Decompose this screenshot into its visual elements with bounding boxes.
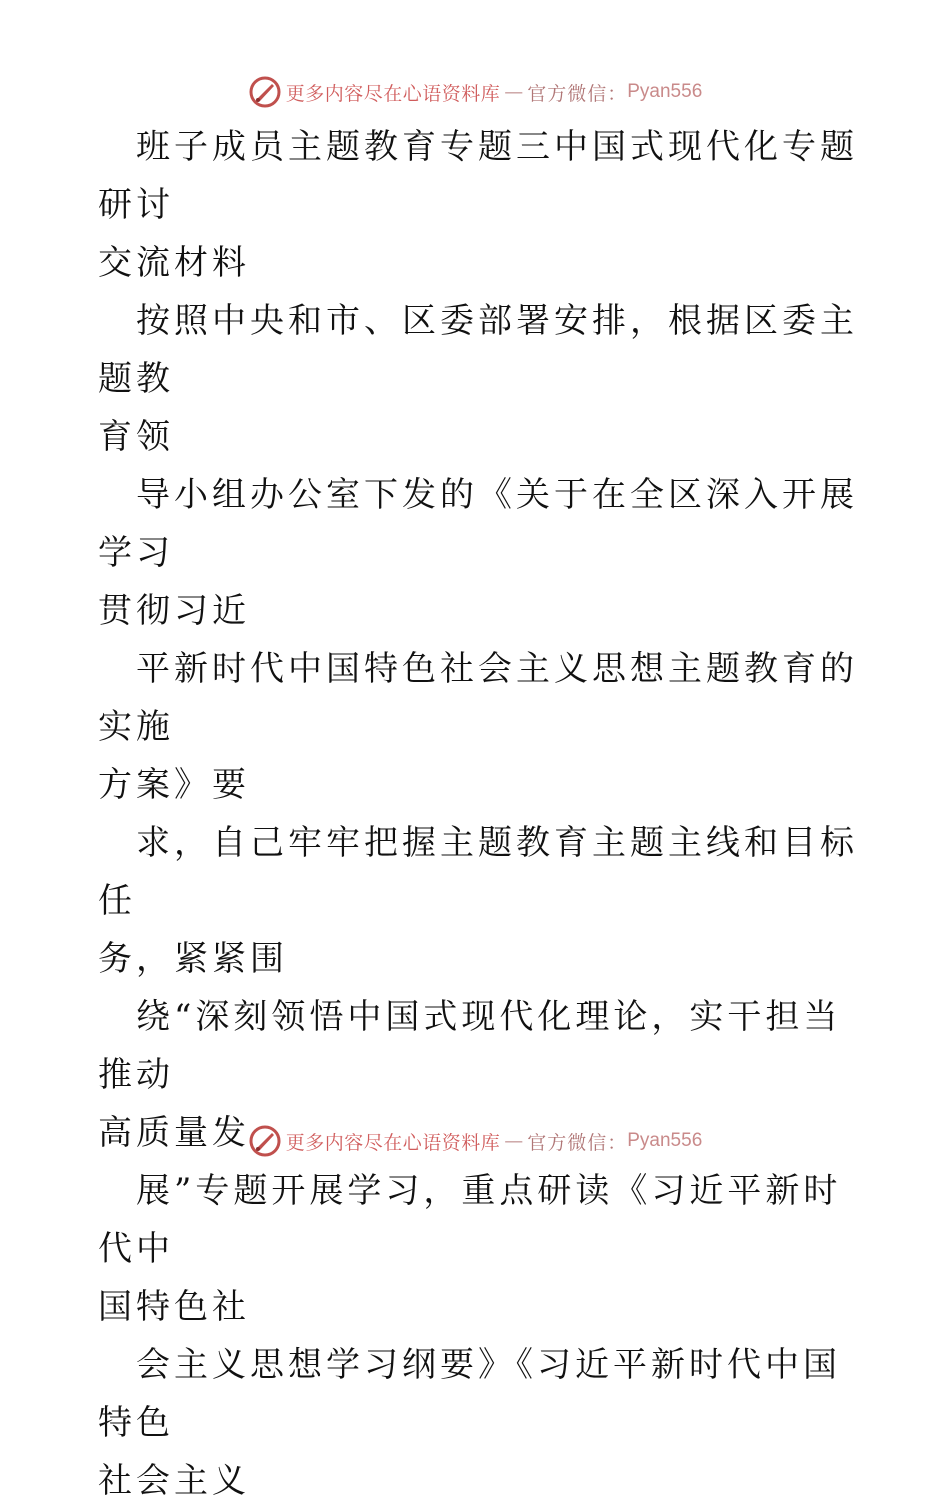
quill-logo-icon [248,75,282,109]
paragraph [98,292,858,466]
text-line: 方案》要 [98,765,250,805]
text-line: 平新时代中国特色社会主义思想主题教育的实施 [98,649,858,747]
text-line: 班子成员主题教育专题三中国式现代化专题研讨 [98,127,858,225]
header-watermark [0,72,950,112]
watermark-site-name: 更多内容尽在心语资料库 [285,82,501,105]
footer-watermark [0,1121,950,1161]
paragraph-title [98,118,858,292]
watermark-wechat-label: 官方微信： [527,82,628,105]
text-line: 高质量发 [98,1113,250,1153]
text-line: 会主义思想学习纲要》《习近平新时代中国特色 [98,1345,841,1443]
paragraph [98,1162,858,1336]
paragraph [98,640,858,814]
watermark-dash: — [504,81,524,103]
text-line: 绕“深刻领悟中国式现代化理论，实干担当推动 [98,997,842,1095]
watermark-dash: — [504,1130,524,1152]
text-line: 社会主义 [98,1461,250,1501]
watermark-wechat-label: 官方微信： [527,1131,628,1154]
paragraph [98,1336,858,1510]
document-body [98,118,858,1510]
watermark-wechat-id: Pyan556 [627,81,703,102]
paragraph [98,466,858,640]
text-line: 导小组办公室下发的《关于在全区深入开展学习 [98,475,858,573]
text-line: 按照中央和市、区委部署安排，根据区委主题教 [98,301,858,399]
text-line: 交流材料 [98,243,250,283]
text-line: 展”专题开展学习，重点研读《习近平新时代中 [98,1171,842,1269]
quill-logo-icon [248,1124,282,1158]
watermark-wechat-id: Pyan556 [627,1130,703,1151]
paragraph [98,814,858,988]
text-line: 贯彻习近 [98,591,250,631]
text-line: 育领 [98,417,174,457]
text-line: 求，自己牢牢把握主题教育主题主线和目标任 [98,823,858,921]
watermark-site-name: 更多内容尽在心语资料库 [285,1131,501,1154]
text-line: 国特色社 [98,1287,250,1327]
text-line: 务，紧紧围 [98,939,288,979]
